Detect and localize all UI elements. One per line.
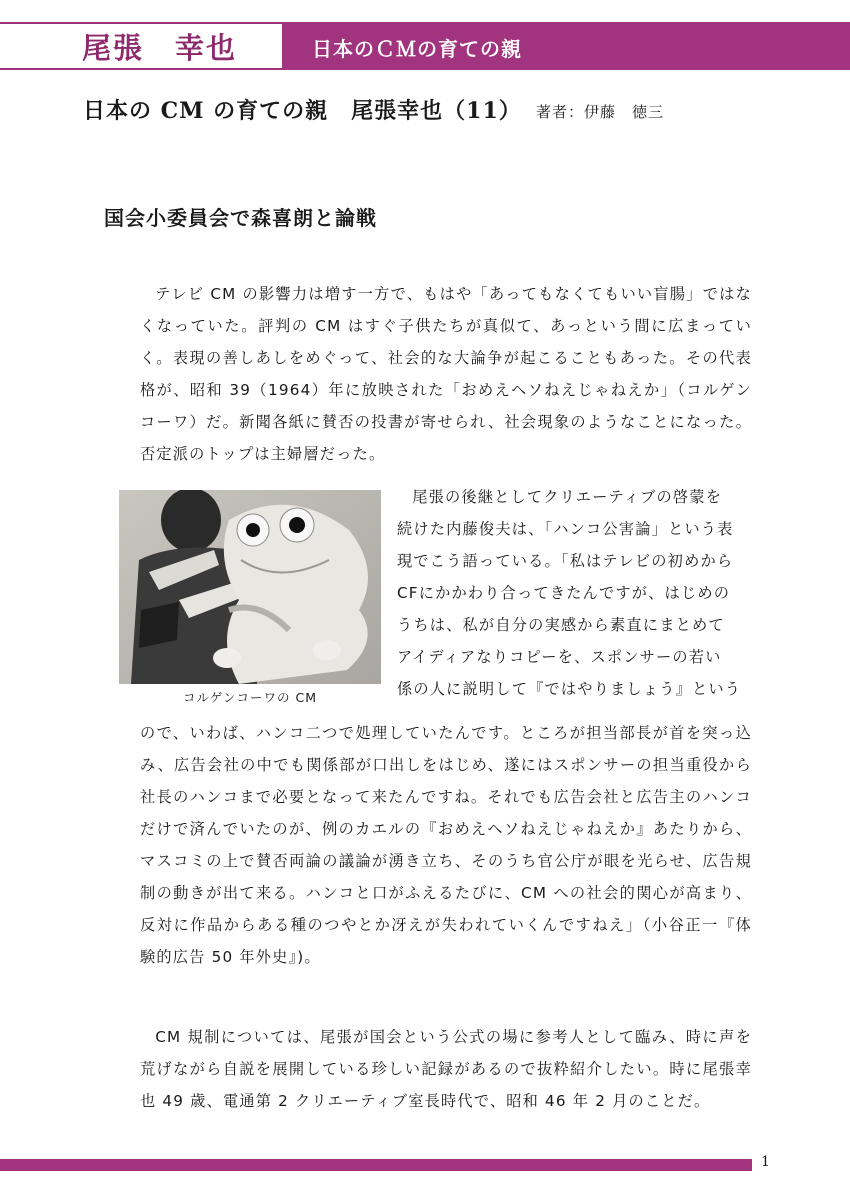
side-text-line: 現でこう語っている。「私はテレビの初めから <box>397 552 734 570</box>
side-text-line: CFにかかわり合ってきたんですが、はじめの <box>397 584 731 602</box>
header-person-name: 尾張 幸也 <box>82 31 238 65</box>
header-name-box <box>0 22 282 70</box>
side-text-line: 係の人に説明して『ではやりましょう』という <box>397 680 742 698</box>
section-heading: 国会小委員会で森喜朗と論戦 <box>104 206 377 230</box>
commercial-photo <box>119 490 381 684</box>
header-series-title: 日本のＣＭの育ての親 <box>312 37 522 61</box>
figure-caption: コルゲンコーワの CM <box>183 690 317 705</box>
page-number: 1 <box>761 1154 770 1170</box>
document-author: 著者：伊藤 徳三 <box>536 103 665 121</box>
body-paragraph-1: テレビ CM の影響力は増す一方で、もはや「あってもなくてもいい盲腸」ではなくなっていた。評判の CM はすぐ子供たちが真似て、あっという間に広まっていく。表現の善しあしをめぐって、社会的な大論争が起こることもあった。その代表格が、昭和 39（1964）年に放映された「おめえヘソねえじゃねえか」（コルゲンコーワ）だ。新聞各紙に賛否の投書が寄せられ、社会現象のようなことになった。否定派のトップは主婦層だった。 <box>140 285 752 463</box>
body-paragraph-3: CM 規制については、尾張が国会という公式の場に参考人として臨み、時に声を荒げながら自説を展開している珍しい記録があるので抜粋紹介したい。時に尾張幸也 49 歳、電通第 2 クリエーティブ室長時代で、昭和 46 年 2 月のことだ。 <box>140 1028 752 1110</box>
body-paragraph-2-side <box>397 481 752 705</box>
side-text-line: 続けた内藤俊夫は、「ハンコ公害論」という表 <box>397 520 734 538</box>
side-text-line: うちは、私が自分の実感から素直にまとめて <box>397 616 725 634</box>
side-text-line: 尾張の後継としてクリエーティブの啓蒙を <box>412 488 723 506</box>
footer-bar <box>0 1159 752 1171</box>
header-series-bar <box>282 22 850 70</box>
body-paragraph-2-continued: ので、いわば、ハンコ二つで処理していたんです。ところが担当部長が首を突っ込み、広告会社の中でも関係部が口出しをはじめ、遂にはスポンサーの担当重役から社長のハンコまで必要となって来たんですね。それでも広告会社と広告主のハンコだけで済んでいたのが、例のカエルの『おめえヘソねえじゃねえか』あたりから、マスコミの上で賛否両論の議論が湧き立ち、そのうち官公庁が眼を光らせ、広告規制の動きが出て来る。ハンコと口がふえるたびに、CM への社会的関心が高まり、反対に作品からある種のつやとか冴えが失われていくんですねえ」（小谷正一『体験的広告 50 年外史』)。 <box>140 724 752 966</box>
document-title: 日本の CM の育ての親 尾張幸也（11） <box>83 98 522 124</box>
side-text-line: アイディアなりコピーを、スポンサーの若い <box>397 648 722 666</box>
frog-mascot-illustration <box>119 490 381 684</box>
